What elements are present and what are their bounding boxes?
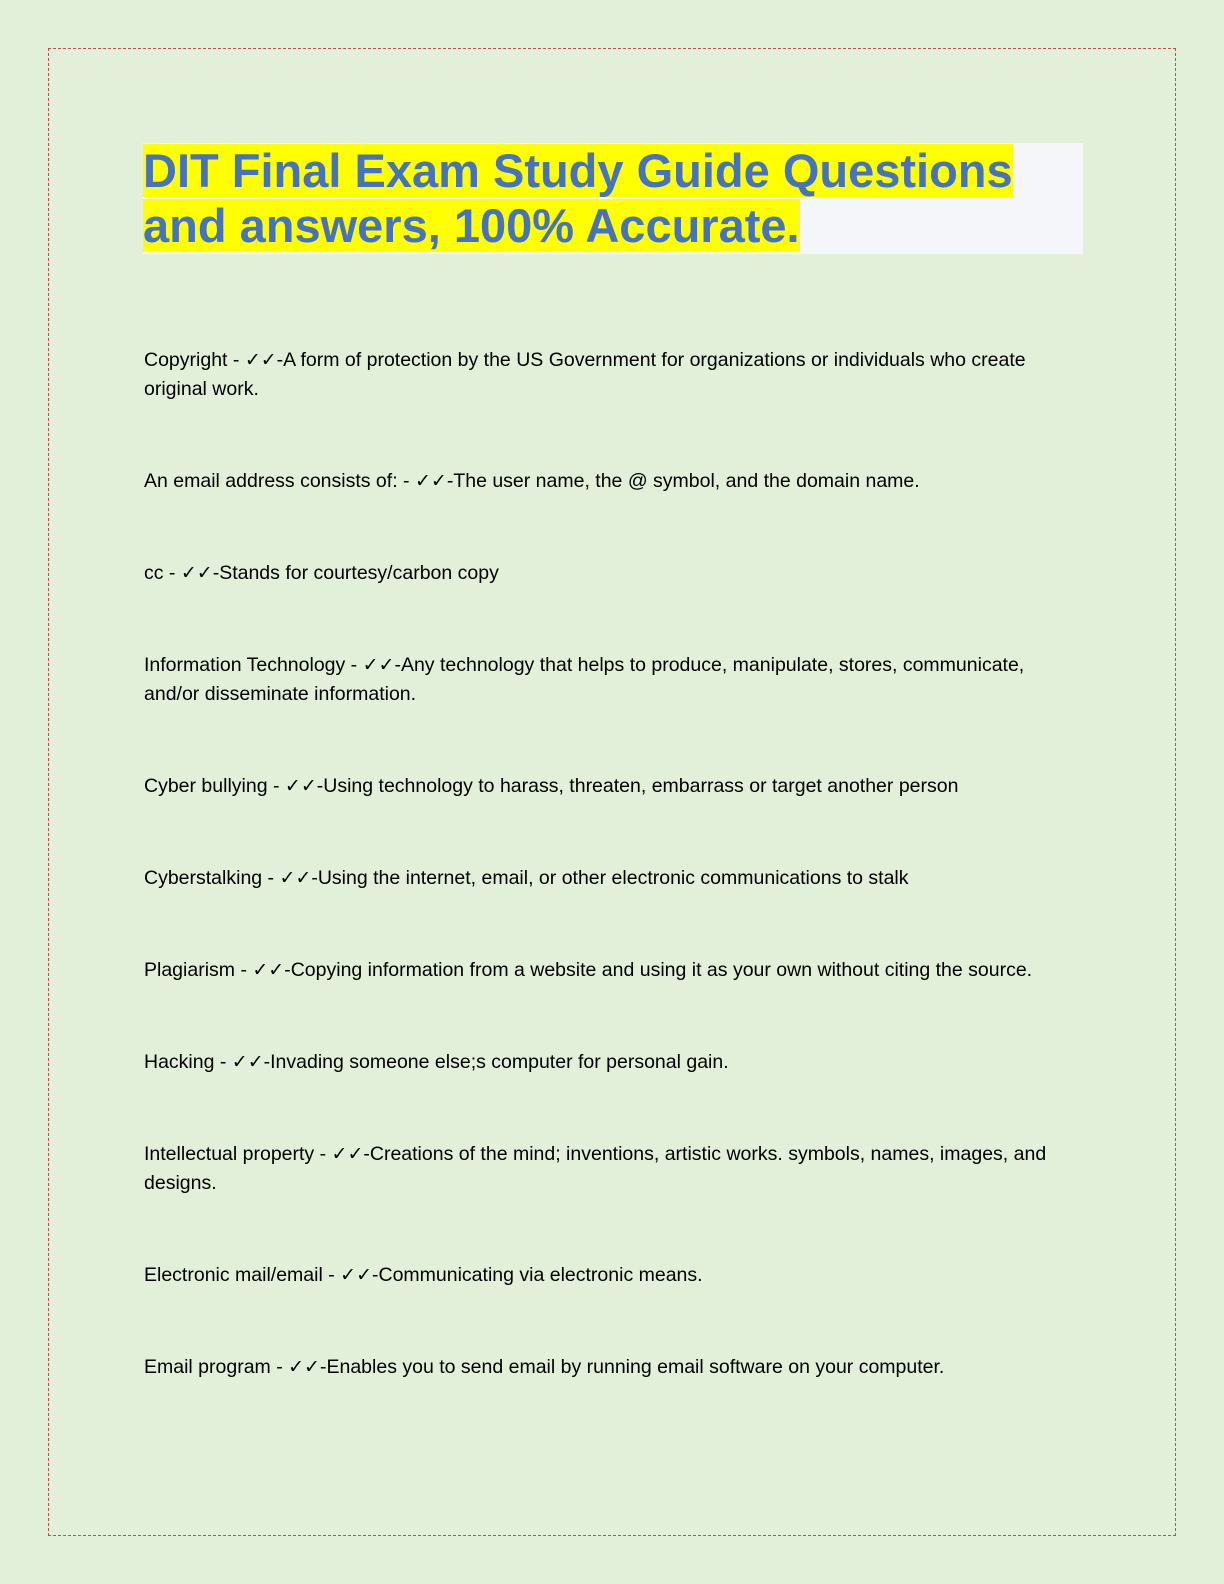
check-icon: ✓✓ (231, 1051, 264, 1073)
qa-definition: Any technology that helps to produce, manipulate, stores, communicate, and/or disseminate information. (144, 654, 1025, 705)
qa-item-electronic-mail: Electronic mail/email - ✓✓-Communicating via electronic means. (144, 1264, 703, 1286)
check-icon: ✓✓ (362, 654, 395, 676)
check-icon: ✓✓ (252, 959, 285, 981)
qa-term: Cyberstalking (144, 867, 263, 889)
check-icon: ✓✓ (279, 867, 312, 889)
qa-definition: Communicating via electronic means. (378, 1264, 703, 1286)
qa-term: Email program (144, 1356, 271, 1378)
qa-definition: Enables you to send email by running email software on your computer. (326, 1356, 945, 1378)
qa-list (144, 346, 1084, 1382)
qa-definition: Creations of the mind; inventions, artistic works. symbols, names, images, and designs. (144, 1143, 1047, 1194)
qa-term: Electronic mail/email (144, 1264, 323, 1286)
qa-item-cyberstalking: Cyberstalking - ✓✓-Using the internet, email, or other electronic communications to stalk (144, 867, 909, 889)
qa-term: An email address consists of: (144, 470, 398, 492)
qa-term: Information Technology (144, 654, 346, 676)
title-line-1: DIT Final Exam Study Guide Questions (143, 144, 1013, 197)
check-icon: ✓✓ (340, 1264, 372, 1286)
document-title (143, 143, 1083, 253)
qa-item-hacking: Hacking - ✓✓-Invading someone else;s computer for personal gain. (144, 1051, 729, 1073)
qa-item-email-address: An email address consists of: - ✓✓-The user name, the @ symbol, and the domain name. (144, 470, 920, 492)
qa-definition: The user name, the @ symbol, and the domain name. (453, 470, 920, 492)
qa-item-cyber-bullying: Cyber bullying - ✓✓-Using technology to harass, threaten, embarrass or target another person (144, 775, 959, 797)
qa-definition: Invading someone else;s computer for personal gain. (270, 1051, 729, 1073)
qa-item-intellectual-property: Intellectual property - ✓✓-Creations of the mind; inventions, artistic works. symbols, names, images, and designs. (144, 1143, 1047, 1194)
qa-item-cc: cc - ✓✓-Stands for courtesy/carbon copy (144, 562, 499, 584)
qa-item-email-program: Email program - ✓✓-Enables you to send email by running email software on your computer. (144, 1356, 945, 1378)
title-block (143, 143, 1083, 254)
check-icon: ✓✓ (284, 775, 317, 797)
qa-item-information-technology: Information Technology - ✓✓-Any technology that helps to produce, manipulate, stores, communicate, and/or disseminate information. (144, 654, 1025, 705)
qa-term: Hacking (144, 1051, 215, 1073)
qa-term: Intellectual property (144, 1143, 315, 1165)
qa-item-copyright: Copyright - ✓✓-A form of protection by the US Government for organizations or individuals who create original work. (144, 349, 1026, 400)
qa-definition: Copying information from a website and using it as your own without citing the source. (290, 959, 1033, 981)
qa-term: Plagiarism (144, 959, 236, 981)
check-icon: ✓✓ (288, 1356, 320, 1378)
qa-term: Copyright (144, 349, 228, 371)
qa-term: Cyber bullying (144, 775, 268, 797)
qa-definition: Using technology to harass, threaten, embarrass or target another person (323, 775, 959, 797)
qa-term: cc (144, 562, 164, 584)
check-icon: ✓✓ (331, 1143, 364, 1165)
check-icon: ✓✓ (244, 349, 277, 371)
qa-definition: Stands for courtesy/carbon copy (219, 562, 499, 584)
qa-definition: Using the internet, email, or other electronic communications to stalk (317, 867, 909, 889)
check-icon: ✓✓ (180, 562, 213, 584)
check-icon: ✓✓ (414, 470, 447, 492)
qa-item-plagiarism: Plagiarism - ✓✓-Copying information from a website and using it as your own without citing the source. (144, 959, 1033, 981)
title-line-2: and answers, 100% Accurate. (143, 199, 800, 252)
qa-definition: A form of protection by the US Government for organizations or individuals who create original work. (144, 349, 1026, 400)
